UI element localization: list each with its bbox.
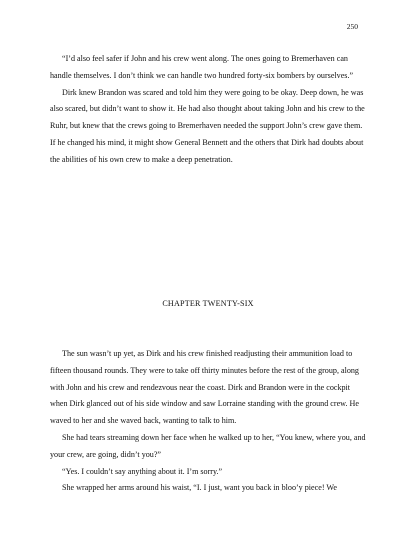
paragraph: The sun wasn’t up yet, as Dirk and his crew finished readjusting their ammunition load to fifteen thousand rounds. They were to take off thirty minutes before the rest of the group, along with John and his crew and rendezvous near the coast. Dirk and Brandon were in the cockpit when Dirk glanced out of his side window and saw Lorraine standing with the ground crew. He waved to her and she waved back, wanting to talk to him. [50,349,359,426]
page-number: 250 [346,22,358,31]
paragraph: She wrapped her arms around his waist, “I. I just, want you back in bloo’y piece! We [62,483,337,493]
paragraph: “Yes. I couldn’t say anything about it. I’m sorry.” [62,466,223,476]
text-block-top [50,51,366,169]
paragraph: Dirk knew Brandon was scared and told him they were going to be okay. Deep down, he was also scared, but didn’t want to show it. He had also thought about taking John and his crew to the Ruhr, but knew that the crews going to Bremerhaven needed the support John’s crew gave them. If he changed his mind, it might show General Bennett and the others that Dirk had doubts about the abilities of his own crew to make a deep penetration. [50,87,365,164]
paragraph: She had tears streaming down her face when he walked up to her, “You knew, where you, and your crew, are going, didn’t you?” [50,432,366,459]
text-block-bottom [50,346,366,497]
paragraph: “I’d also feel safer if John and his crew went along. The ones going to Bremerhaven can handle themselves. I don’t think we can handle two hundred forty-six bombers by ourselves.” [50,54,354,80]
chapter-title: CHAPTER TWENTY-SIX [162,299,254,308]
